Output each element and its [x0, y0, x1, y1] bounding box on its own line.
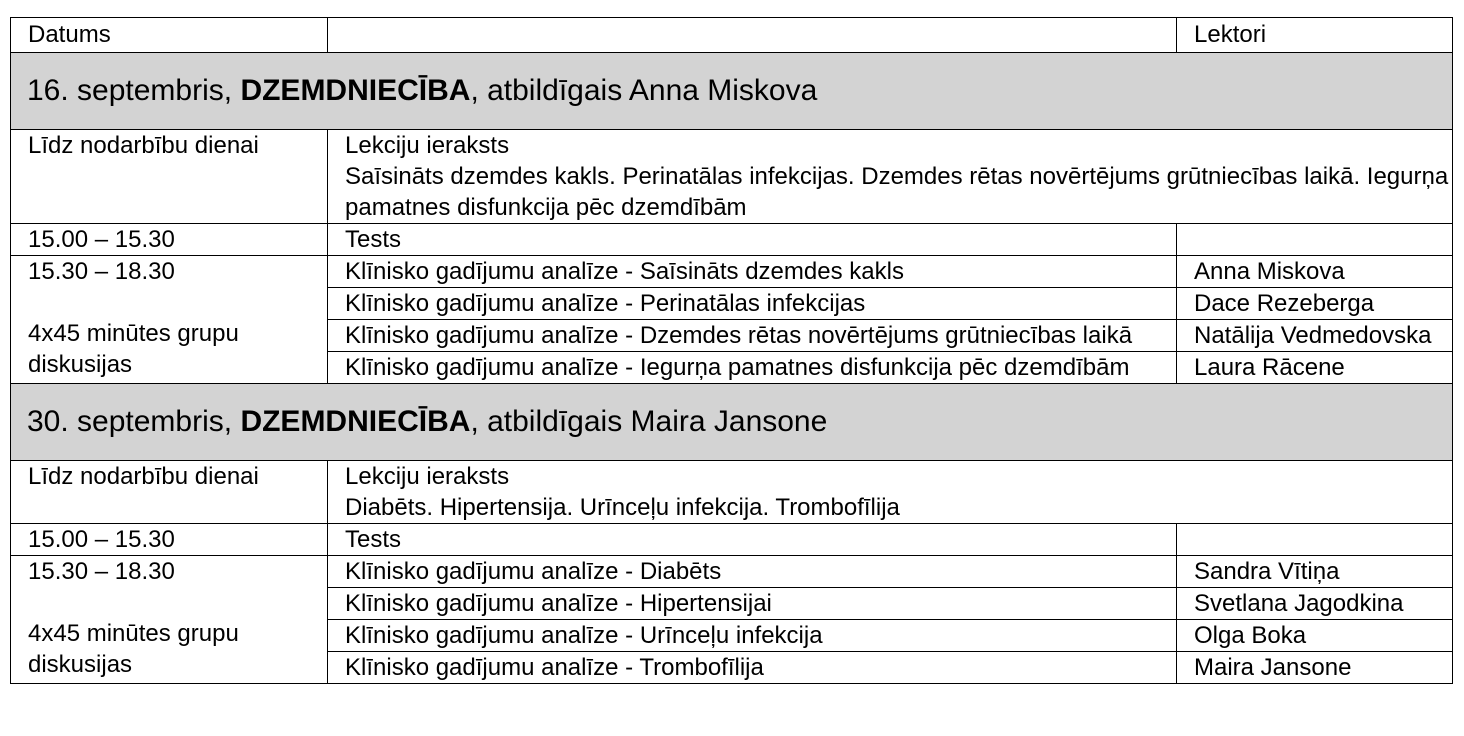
- pre-session-content: [328, 130, 1453, 224]
- pre-session-title: Lekciju ieraksts: [345, 132, 510, 159]
- day-responsible: , atbildīgais Maira Jansone: [470, 405, 828, 438]
- test-lecturer: [1177, 524, 1453, 556]
- cases-format: 4x45 minūtes grupu diskusijas: [28, 620, 239, 678]
- pre-session-desc: Diabēts. Hipertensija. Urīnceļu infekcija. Trombofīlija: [345, 494, 900, 521]
- header-date: Datums: [11, 18, 328, 53]
- day-date: 16. septembris,: [27, 74, 241, 107]
- test-when: 15.00 – 15.30: [11, 524, 328, 556]
- day-subject: DZEMDNIECĪBA: [240, 405, 471, 438]
- cases-when-cell: [11, 256, 328, 384]
- test-row: [11, 224, 1453, 256]
- case-topic: Klīnisko gadījumu analīze - Dzemdes rētas novērtējums grūtniecības laikā: [328, 320, 1177, 352]
- test-when: 15.00 – 15.30: [11, 224, 328, 256]
- pre-session-when: Līdz nodarbību dienai: [11, 461, 328, 524]
- test-lecturer: [1177, 224, 1453, 256]
- case-topic: Klīnisko gadījumu analīze - Saīsināts dzemdes kakls: [328, 256, 1177, 288]
- cases-when-cell: [11, 556, 328, 684]
- case-row: [11, 556, 1453, 588]
- test-title: Tests: [328, 224, 1177, 256]
- table-header-row: [11, 18, 1453, 53]
- header-lecturer: Lektori: [1177, 18, 1453, 53]
- test-row: [11, 524, 1453, 556]
- cases-when: 15.30 – 18.30: [28, 258, 175, 285]
- case-lecturer: Sandra Vītiņa: [1177, 556, 1453, 588]
- pre-session-desc: Saīsināts dzemdes kakls. Perinatālas infekcijas. Dzemdes rētas novērtējums grūtniecības laikā. Iegurņa pamatnes disfunkcija pēc dzemdībām: [345, 163, 1449, 221]
- case-topic: Klīnisko gadījumu analīze - Diabēts: [328, 556, 1177, 588]
- case-topic: Klīnisko gadījumu analīze - Perinatālas infekcijas: [328, 288, 1177, 320]
- case-topic: Klīnisko gadījumu analīze - Iegurņa pamatnes disfunkcija pēc dzemdībām: [328, 352, 1177, 384]
- day-subject: DZEMDNIECĪBA: [240, 74, 471, 107]
- day-heading-row: [11, 384, 1453, 461]
- pre-session-when: Līdz nodarbību dienai: [11, 130, 328, 224]
- day-heading: [11, 384, 1453, 461]
- case-topic: Klīnisko gadījumu analīze - Hipertensijai: [328, 588, 1177, 620]
- day-heading: [11, 53, 1453, 130]
- case-lecturer: Svetlana Jagodkina: [1177, 588, 1453, 620]
- case-lecturer: Olga Boka: [1177, 620, 1453, 652]
- cases-format: 4x45 minūtes grupu diskusijas: [28, 320, 239, 378]
- pre-session-content: [328, 461, 1453, 524]
- case-lecturer: Anna Miskova: [1177, 256, 1453, 288]
- case-topic: Klīnisko gadījumu analīze - Urīnceļu infekcija: [328, 620, 1177, 652]
- pre-session-row: [11, 130, 1453, 224]
- case-lecturer: Maira Jansone: [1177, 652, 1453, 684]
- day-heading-row: [11, 53, 1453, 130]
- case-topic: Klīnisko gadījumu analīze - Trombofīlija: [328, 652, 1177, 684]
- pre-session-title: Lekciju ieraksts: [345, 463, 510, 490]
- cases-when: 15.30 – 18.30: [28, 558, 175, 585]
- test-title: Tests: [328, 524, 1177, 556]
- header-topic: [328, 18, 1177, 53]
- day-date: 30. septembris,: [27, 405, 241, 438]
- case-lecturer: Laura Rācene: [1177, 352, 1453, 384]
- case-lecturer: Natālija Vedmedovska: [1177, 320, 1453, 352]
- schedule-table: [10, 17, 1453, 684]
- day-responsible: , atbildīgais Anna Miskova: [470, 74, 818, 107]
- case-lecturer: Dace Rezeberga: [1177, 288, 1453, 320]
- case-row: [11, 256, 1453, 288]
- pre-session-row: [11, 461, 1453, 524]
